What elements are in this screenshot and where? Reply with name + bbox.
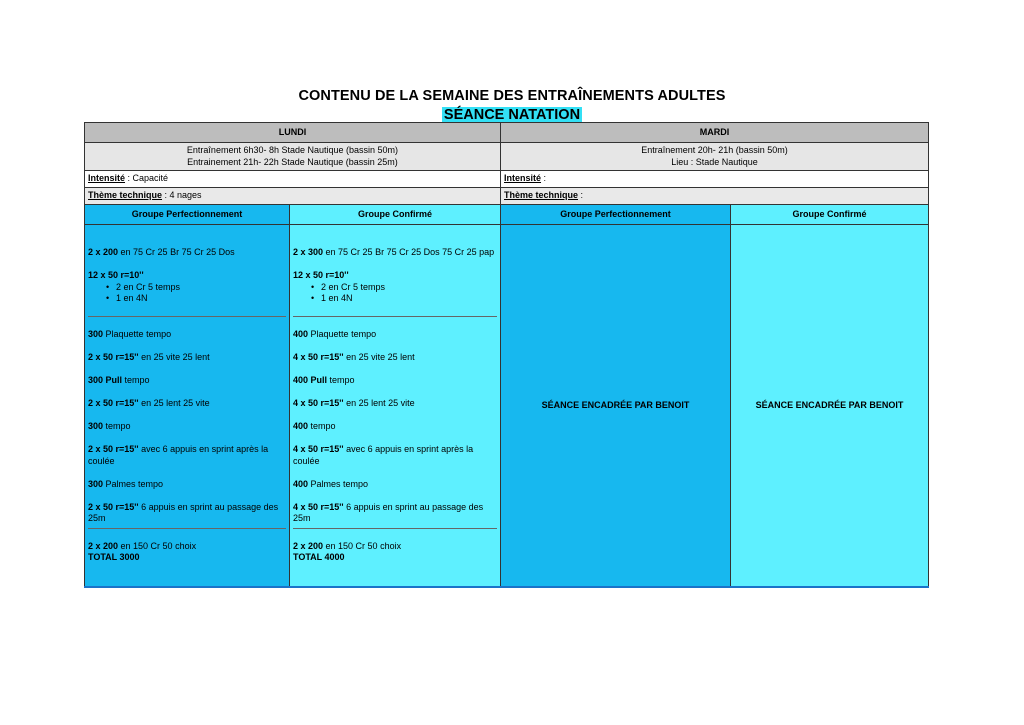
theme-row xyxy=(85,188,929,205)
workout-line: 2 x 200 en 150 Cr 50 choix xyxy=(293,540,402,551)
day-header-monday: LUNDI xyxy=(85,123,501,143)
workout-line: 300 Pull tempo xyxy=(88,375,150,386)
workout-line: 2 x 50 r=15'' 6 appuis en sprint au passage des 25m xyxy=(88,501,279,524)
intensity-row xyxy=(85,171,929,188)
workout-line: 4 x 50 r=15'' 6 appuis en sprint au passage des 25m xyxy=(293,501,484,524)
bullet-item: • 1 en 4N xyxy=(293,293,497,305)
intensity-label: Intensité xyxy=(88,173,126,184)
workout-line: 300 Plaquette tempo xyxy=(88,329,172,340)
intensity-label: Intensité xyxy=(504,173,542,184)
workout-line: 4 x 50 r=15'' en 25 lent 25 vite xyxy=(293,398,415,409)
document-title: CONTENU DE LA SEMAINE DES ENTRAÎNEMENTS ADULTES xyxy=(298,88,726,104)
day-header-row xyxy=(85,123,929,143)
session-info-row xyxy=(85,143,929,171)
workout-tuesday-perfectionnement: SÉANCE ENCADRÉE PAR BENOIT xyxy=(501,225,731,588)
workout-line: 400 Pull tempo xyxy=(293,375,355,386)
workout-bullets xyxy=(293,282,497,305)
group-header-tuesday-perfectionnement: Groupe Perfectionnement xyxy=(501,205,731,225)
theme-value: : 4 nages xyxy=(162,190,202,201)
workout-line: 2 x 50 r=15'' en 25 vite 25 lent xyxy=(88,352,210,363)
workout-line: 2 x 200 en 150 Cr 50 choix xyxy=(88,540,197,551)
workout-line: 12 x 50 r=10'' xyxy=(293,270,349,281)
intensity-tuesday xyxy=(501,171,929,188)
workout-content-row xyxy=(85,225,929,588)
workout-line: 12 x 50 r=10'' xyxy=(88,270,144,281)
workout-total: TOTAL 4000 xyxy=(293,552,345,563)
workout-line: 300 Palmes tempo xyxy=(88,478,164,489)
session-info-tuesday xyxy=(501,143,929,171)
workout-line: 2 x 300 en 75 Cr 25 Br 75 Cr 25 Dos 75 Cr 25 pap xyxy=(293,247,495,258)
workout-bullets xyxy=(88,282,286,305)
intensity-monday xyxy=(85,171,501,188)
bullet-item: • 1 en 4N xyxy=(88,293,286,305)
session-info-line: Entraînement 20h- 21h (bassin 50m) xyxy=(641,145,788,155)
section-divider xyxy=(293,528,497,529)
workout-monday-confirme xyxy=(290,225,501,588)
day-header-tuesday: MARDI xyxy=(501,123,929,143)
bullet-item: • 2 en Cr 5 temps xyxy=(88,282,286,294)
workout-line: 4 x 50 r=15'' en 25 vite 25 lent xyxy=(293,352,415,363)
workout-tuesday-confirme: SÉANCE ENCADRÉE PAR BENOIT xyxy=(731,225,929,588)
bullet-item: • 2 en Cr 5 temps xyxy=(293,282,497,294)
theme-label: Thème technique xyxy=(88,190,163,201)
session-info-line: Entraînement 6h30- 8h Stade Nautique (bassin 50m) xyxy=(186,145,399,155)
section-divider xyxy=(88,316,286,317)
workout-line: 400 Plaquette tempo xyxy=(293,329,377,340)
workout-monday-perfectionnement xyxy=(85,225,290,588)
section-divider xyxy=(293,316,497,317)
intensity-value: : xyxy=(541,173,547,184)
group-header-monday-confirme: Groupe Confirmé xyxy=(290,205,501,225)
group-header-row xyxy=(85,205,929,225)
workout-total: TOTAL 3000 xyxy=(88,552,140,563)
workout-line: 4 x 50 r=15'' avec 6 appuis en sprint après la coulée xyxy=(293,444,474,466)
group-header-tuesday-confirme: Groupe Confirmé xyxy=(731,205,929,225)
group-header-monday-perfectionnement: Groupe Perfectionnement xyxy=(85,205,290,225)
session-info-line: Lieu : Stade Nautique xyxy=(671,156,758,167)
workout-line: 2 x 50 r=15'' en 25 lent 25 vite xyxy=(88,398,210,409)
workout-line: 400 Palmes tempo xyxy=(293,478,369,489)
theme-label: Thème technique xyxy=(504,190,579,201)
document-subtitle: SÉANCE NATATION xyxy=(443,107,581,123)
schedule-table xyxy=(84,122,929,588)
theme-monday xyxy=(85,188,501,205)
workout-line: 400 tempo xyxy=(293,421,336,432)
session-info-line: Entrainement 21h- 22h Stade Nautique (bassin 25m) xyxy=(187,156,398,167)
section-divider xyxy=(88,528,286,529)
theme-tuesday xyxy=(501,188,929,205)
workout-line: 300 tempo xyxy=(88,421,131,432)
intensity-value: : Capacité xyxy=(125,173,169,184)
workout-line: 2 x 50 r=15'' avec 6 appuis en sprint après la coulée xyxy=(88,444,269,466)
workout-line: 2 x 200 en 75 Cr 25 Br 75 Cr 25 Dos xyxy=(88,247,235,258)
session-info-monday xyxy=(85,143,501,171)
theme-value: : xyxy=(578,190,584,201)
